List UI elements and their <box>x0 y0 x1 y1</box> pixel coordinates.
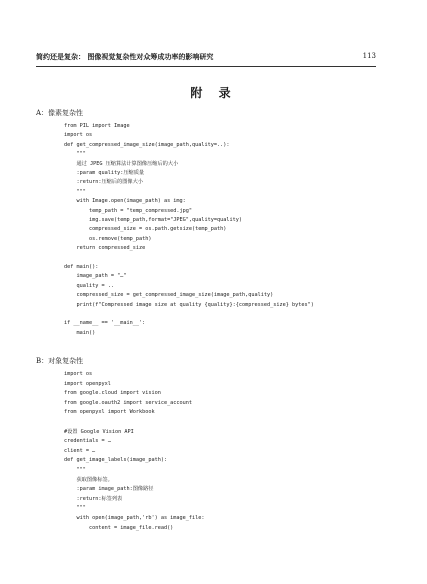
code-line: quality = .. <box>64 282 114 289</box>
code-line: #设置 Google Vision API <box>64 428 134 435</box>
code-line: credentials = … <box>64 438 111 445</box>
code-line: image_path = "…" <box>64 273 127 280</box>
code-line: import openpyxl <box>64 380 111 387</box>
section-b-title: B：对象复杂性 <box>36 357 84 365</box>
code-line: from PIL import Image <box>64 123 130 129</box>
code-line: def main(): <box>64 264 99 270</box>
code-line: from google.oauth2 import service_account <box>64 399 193 406</box>
code-line: :return:压缩后的图像大小 <box>64 179 143 186</box>
header-rule <box>36 66 376 67</box>
code-line: os.remove(temp_path) <box>64 235 152 242</box>
code-line: compressed_size = os.path.getsize(temp_path) <box>64 226 227 233</box>
running-header-title: 简约还是复杂： 图像视觉复杂性对众筹成功率的影响研究 <box>36 53 214 61</box>
code-line: :return:标签列表 <box>64 495 123 502</box>
code-line: if __name__ == '__main__': <box>64 320 146 327</box>
code-line: compressed_size = get_compressed_image_size(image_path,quality) <box>64 292 274 299</box>
code-line: print(f"Compressed image size at quality {quality}:{compressed_size} bytes") <box>64 301 314 308</box>
code-line: with Image.open(image_path) as img: <box>64 198 186 205</box>
code-line: client = … <box>64 447 96 454</box>
code-line: from openpyxl import Workbook <box>64 409 155 416</box>
code-line: import os <box>64 371 93 377</box>
code-line: def get_image_labels(image_path): <box>64 457 168 464</box>
code-line: with open(image_path,'rb') as image_file: <box>64 515 205 521</box>
code-line: """ <box>64 188 86 195</box>
code-line: :param image_path:图像路径 <box>64 486 154 493</box>
code-line: import os <box>64 132 93 139</box>
code-line: content = image_file.read() <box>64 524 174 531</box>
code-line: img.save(temp_path,format="JPEG",quality=quality) <box>64 217 243 223</box>
appendix-title: 附 录 <box>190 86 237 100</box>
code-line: def get_compressed_image_size(image_path,quality=..): <box>64 141 230 148</box>
code-line: return compressed_size <box>64 245 146 252</box>
code-line: from google.cloud import vision <box>64 390 161 397</box>
code-line: """ <box>64 151 86 158</box>
code-line: :param quality:压缩质量 <box>64 170 145 176</box>
section-a-title: A：像素复杂性 <box>36 109 84 117</box>
code-line: """ <box>64 505 86 512</box>
running-header <box>36 52 376 64</box>
code-line: 通过 JPEG 压缩算法计算图像压缩后的大小 <box>64 160 179 167</box>
code-line: """ <box>64 467 86 473</box>
page-number: 113 <box>362 52 376 60</box>
code-line: 获取图像标签。 <box>64 476 113 483</box>
code-line: main() <box>64 329 96 336</box>
code-line: temp_path = "temp_compressed.jpg" <box>64 207 193 214</box>
